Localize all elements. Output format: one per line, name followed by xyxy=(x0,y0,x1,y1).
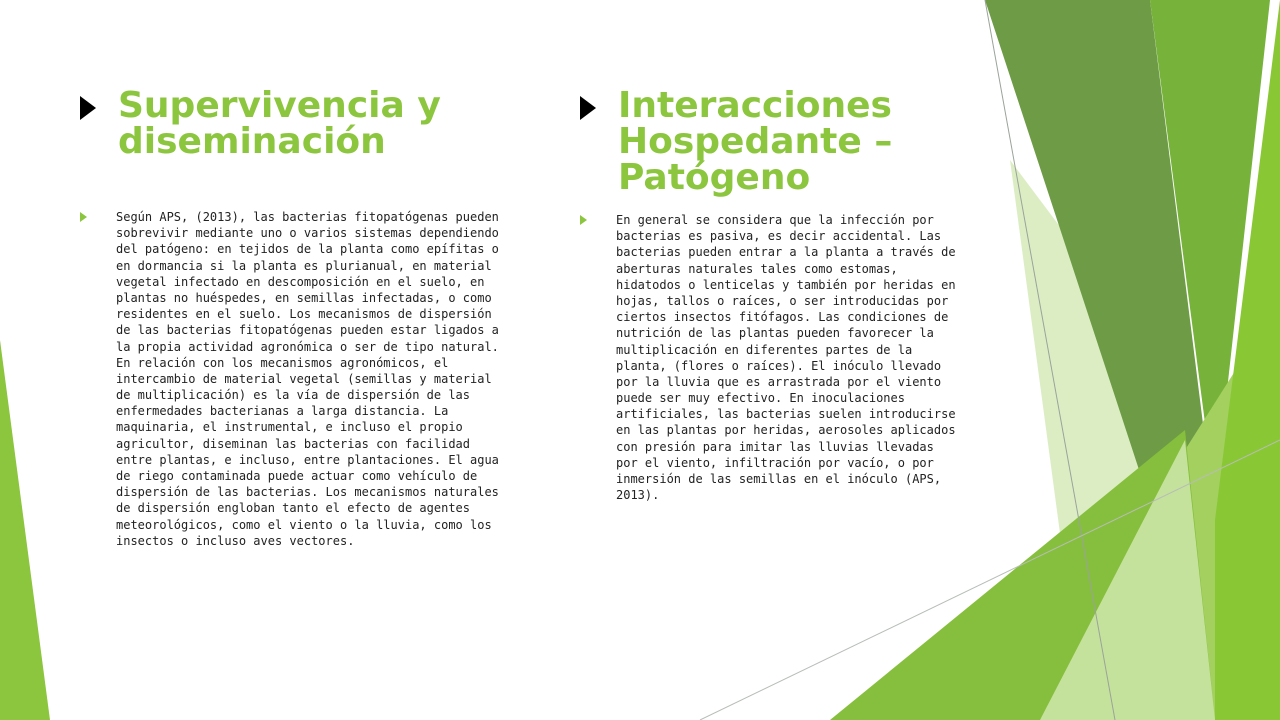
left-bullet-item xyxy=(80,209,505,549)
bullet-arrow-icon xyxy=(580,215,587,225)
right-bullet-item xyxy=(580,212,965,503)
left-body-text: Según APS, (2013), las bacterias fitopatógenas pueden sobrevivir mediante uno o varios sistemas dependiendo del patógeno: en tejidos de la planta como epífitas o en dormancia si la planta es plurianual, en material vegetal infectado en descomposición en el suelo, en plantas no huéspedes, en semillas infectadas, o como residentes en el suelo. Los mecanismos de dispersión de las bacterias fitopatógenas pueden estar ligados a la propia actividad agronómica o ser de tipo natural. En relación con los mecanismos agronómicos, el intercambio de material vegetal (semillas y material de multiplicación) es la vía de dispersión de las enfermedades bacterianas a larga distancia. La maquinaria, el instrumental, e incluso el propio agricultor, diseminan las bacterias con facilidad entre plantas, e incluso, entre plantaciones. El agua de riego contaminada puede actuar como vehículo de dispersión de las bacterias. Los mecanismos naturales de dispersión engloban tanto el efecto de agentes meteorológicos, como el viento o la lluvia, como los insectos o incluso aves vectores. xyxy=(116,210,499,548)
left-heading xyxy=(80,85,505,162)
bullet-arrow-icon xyxy=(80,212,87,222)
left-heading-text: Supervivencia y diseminación xyxy=(118,85,441,162)
left-column xyxy=(80,85,505,549)
left-green-wedge xyxy=(0,340,50,720)
heading-arrow-icon xyxy=(580,96,596,120)
right-column xyxy=(580,85,965,503)
right-heading-text: Interacciones Hospedante – Patógeno xyxy=(618,85,893,198)
right-heading xyxy=(580,85,965,198)
heading-arrow-icon xyxy=(80,96,96,120)
right-body-text: En general se considera que la infección por bacterias es pasiva, es decir accidental. Las bacterias pueden entrar a la planta a través de aberturas naturales tales como estomas, hidatodos o lenticelas y también por heridas en hojas, tallos o raíces, o ser introducidas por ciertos insectos fitófagos. Las condiciones de nutrición de las plantas pueden favorecer la multiplicación en diferentes partes de la planta, (flores o raíces). El inóculo llevado por la lluvia que es arrastrada por el viento puede ser muy efectivo. En inoculaciones artificiales, las bacterias suelen introducirse en las plantas por heridas, aerosoles aplicados con presión para imitar las lluvias llevadas por el viento, infiltración por vacío, o por inmersión de las semillas en el inóculo (APS, 2013). xyxy=(616,213,956,503)
